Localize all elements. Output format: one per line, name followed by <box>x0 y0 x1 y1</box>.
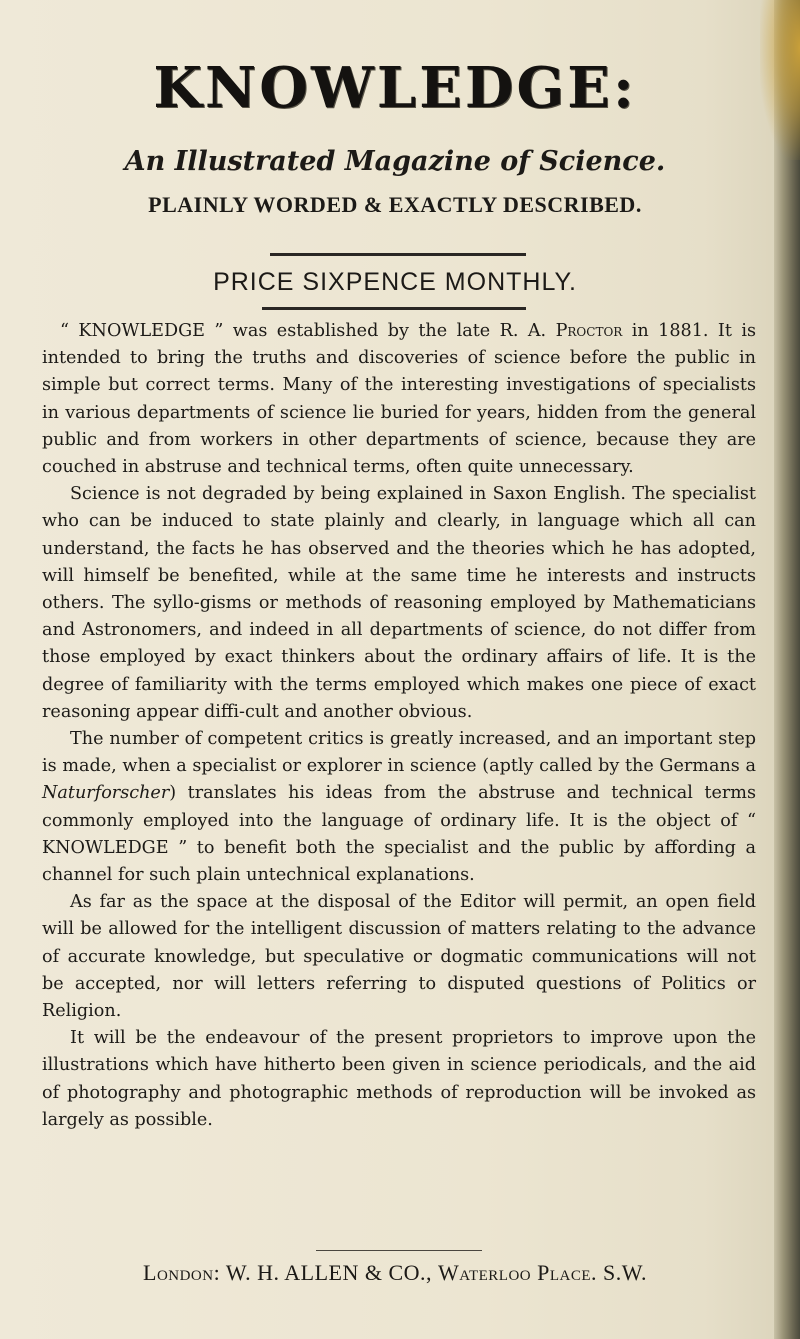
paragraph-saxon-english: Science is not degraded by being explained in Saxon English. The specialist who can be induced to state plainly and clearly, in language which all can understand, the facts he has observed and the theories which he has adopted, will himself be benefited, while at the same time he interests and instructs others. The syllo-gisms or methods of reasoning employed by Mathematicians and Astronomers, and indeed in all departments of science, do not differ from those employed by exact thinkers about the ordinary affairs of life. It is the degree of familiarity with the terms employed which makes one piece of exact reasoning appear diffi-cult and another obvious. <box>42 484 756 722</box>
price-rule-bottom <box>262 307 526 310</box>
paragraph-editor-policy: As far as the space at the disposal of the Editor will permit, an open field will be allowed for the intelligent discussion of matters relating to the advance of accurate knowledge, but speculative or dogmatic communications will not be accepted, nor will letters referring to disputed questions of Politics or Religion. <box>42 892 756 1022</box>
paragraph-founding-rest: in 1881. It is intended to bring the truths and discoveries of science before the public in simple but correct terms. Many of the interesting investigations of specialists in various departments of science lie buried for years, hidden from the general public and from workers in other departments of science, because they are couched in abstruse and technical terms, often quite unnecessary. <box>42 321 756 478</box>
footer-city: London <box>143 1260 214 1285</box>
paragraph-illustrations: It will be the endeavour of the present proprietors to improve upon the illustrations which have hitherto been given in science periodicals, and the aid of photography and photographic methods of reproduction will be invoked as largely as possible. <box>42 1028 756 1130</box>
footer-district: . S.W. <box>591 1260 647 1285</box>
paragraph-critics <box>42 726 756 889</box>
tagline: PLAINLY WORDED & EXACTLY DESCRIBED. <box>148 192 642 217</box>
masthead-title: KNOWLEDGE: <box>153 55 637 121</box>
founder-name: Proctor <box>555 321 623 341</box>
paragraph-critics-open: The number of competent critics is greatly increased, and an important step is made, when a specialist or explorer in science (aptly called by the Germans a <box>42 729 756 777</box>
naturforscher-term: Naturforscher <box>42 783 170 804</box>
footer-publisher: : W. H. ALLEN & CO., <box>213 1260 439 1285</box>
paragraph-critics-rest: ) translates his ideas from the abstruse and technical terms commonly employed into the language of ordinary life. It is the object of “ KNOWLEDGE ” to benefit both the specialist and the public by affording a channel for such plain untechnical explanations. <box>42 783 756 886</box>
paragraph-founding-open: “ KNOWLEDGE ” was established by the late R. A. <box>60 321 556 341</box>
price-line: PRICE SIXPENCE MONTHLY. <box>213 268 577 296</box>
footer-rule <box>316 1250 482 1251</box>
publisher-footer <box>0 1258 790 1288</box>
footer-place: Waterloo Place <box>438 1260 592 1285</box>
article-body <box>42 318 756 1134</box>
magazine-subtitle: An Illustrated Magazine of Science. <box>124 146 666 177</box>
price-rule-top <box>270 253 526 256</box>
paragraph-founding <box>42 318 756 481</box>
